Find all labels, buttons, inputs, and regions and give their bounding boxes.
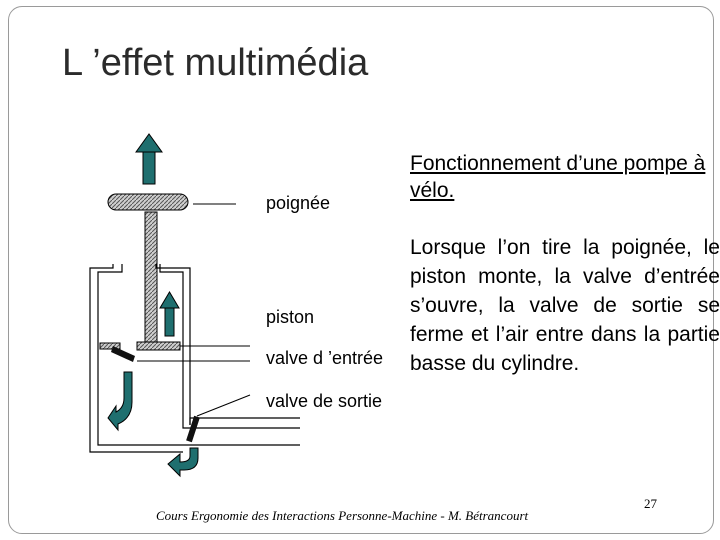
piston [137, 342, 180, 350]
explanation-body: Lorsque l’on tire la poignée, le piston monte, la valve d’entrée s’ouvre, la valve de sortie se ferme et l’air entre dans la partie basse du cylindre. [410, 236, 720, 375]
label-handle: poignée [266, 193, 331, 213]
piston-rod [145, 212, 157, 344]
slide-title: L ’effet multimédia [62, 42, 369, 84]
page-number: 27 [644, 496, 657, 511]
label-outlet-valve: valve de sortie [266, 391, 383, 411]
outlet-valve-flap [186, 416, 200, 443]
footer-text: Cours Ergonomie des Interactions Personne-Machine - M. Bétrancourt [156, 508, 529, 523]
pull-up-arrow-icon [136, 134, 162, 184]
air-in-arrow-icon [108, 372, 132, 430]
explanation-heading: Fonctionnement d’une pompe à vélo. [410, 152, 706, 202]
pump-handle [108, 194, 188, 210]
air-up-arrow-icon [160, 292, 179, 336]
label-inlet-valve: valve d ’entrée [266, 348, 384, 368]
outlet-valve-leader-line [197, 395, 250, 416]
inlet-valve-flap [111, 346, 135, 362]
label-piston: piston [266, 307, 315, 327]
